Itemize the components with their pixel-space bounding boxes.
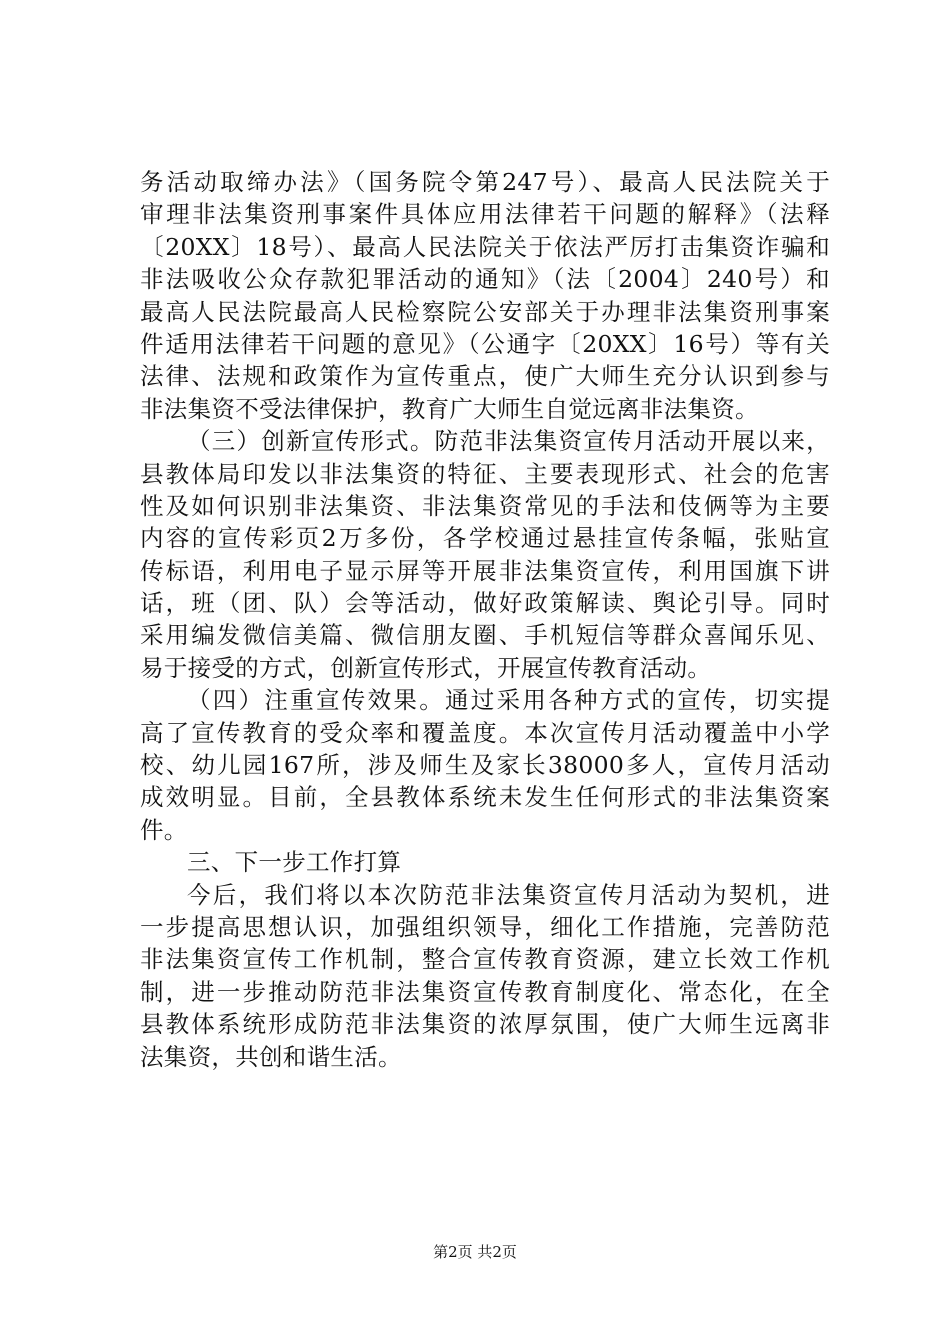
text-line: 务活动取缔办法》（国务院令第247号）、最高人民法院关于: [140, 168, 830, 196]
text-line: 传标语，利用电子显示屏等开展非法集资宣传，利用国旗下讲: [140, 556, 830, 585]
text-line: 最高人民法院最高人民检察院公安部关于办理非法集资刑事案: [140, 297, 830, 326]
text-line: 易于接受的方式，创新宣传形式，开展宣传教育活动。: [140, 653, 712, 682]
text-line: 高了宣传教育的受众率和覆盖度。本次宣传月活动覆盖中小学: [140, 718, 830, 747]
text-line: 采用编发微信美篇、微信朋友圈、手机短信等群众喜闻乐见、: [140, 621, 830, 650]
text-line: 成效明显。目前，全县教体系统未发生任何形式的非法集资案: [140, 783, 830, 812]
text-line: 审理非法集资刑事案件具体应用法律若干问题的解释》（法释: [140, 200, 830, 229]
text-line: 法律、法规和政策作为宣传重点，使广大师生充分认识到参与: [140, 362, 830, 391]
text-line: 非法集资不受法律保护，教育广大师生自觉远离非法集资。: [140, 394, 759, 423]
page-number-footer: 第2页 共2页: [433, 1243, 517, 1261]
section-title: 三、下一步工作打算: [187, 848, 402, 877]
text-line: 件适用法律若干问题的意见》（公通字〔20XX〕16号）等有关: [140, 329, 830, 358]
document-body: [140, 166, 830, 1073]
text-line: 件。: [140, 815, 188, 844]
section-heading-line: （四）注重宣传效果。通过采用各种方式的宣传，切实提: [187, 686, 830, 715]
text-line: 非法吸收公众存款犯罪活动的通知》（法〔2004〕240号）和: [140, 265, 830, 294]
text-line: 县教体系统形成防范非法集资的浓厚氛围，使广大师生远离非: [140, 1010, 830, 1039]
text-line: 性及如何识别非法集资、非法集资常见的手法和伎俩等为主要: [140, 491, 830, 520]
text-line: 一步提高思想认识，加强组织领导，细化工作措施，完善防范: [140, 912, 830, 941]
section-heading-line: （三）创新宣传形式。防范非法集资宣传月活动开展以来，: [187, 427, 830, 456]
text-line: 内容的宣传彩页2万多份，各学校通过悬挂宣传条幅，张贴宣: [140, 524, 830, 553]
text-line: 今后，我们将以本次防范非法集资宣传月活动为契机，进: [187, 880, 830, 909]
text-line: 校、幼儿园167所，涉及师生及家长38000多人，宣传月活动: [140, 751, 830, 780]
text-line: 县教体局印发以非法集资的特征、主要表现形式、社会的危害: [140, 459, 830, 488]
text-line: 制，进一步推动防范非法集资宣传教育制度化、常态化，在全: [140, 977, 830, 1006]
text-line: 法集资，共创和谐生活。: [140, 1042, 402, 1071]
text-line: 话，班（团、队）会等活动，做好政策解读、舆论引导。同时: [140, 589, 830, 618]
text-line: 〔20XX〕18号）、最高人民法院关于依法严厉打击集资诈骗和: [140, 232, 830, 261]
text-line: 非法集资宣传工作机制，整合宣传教育资源，建立长效工作机: [140, 945, 830, 974]
